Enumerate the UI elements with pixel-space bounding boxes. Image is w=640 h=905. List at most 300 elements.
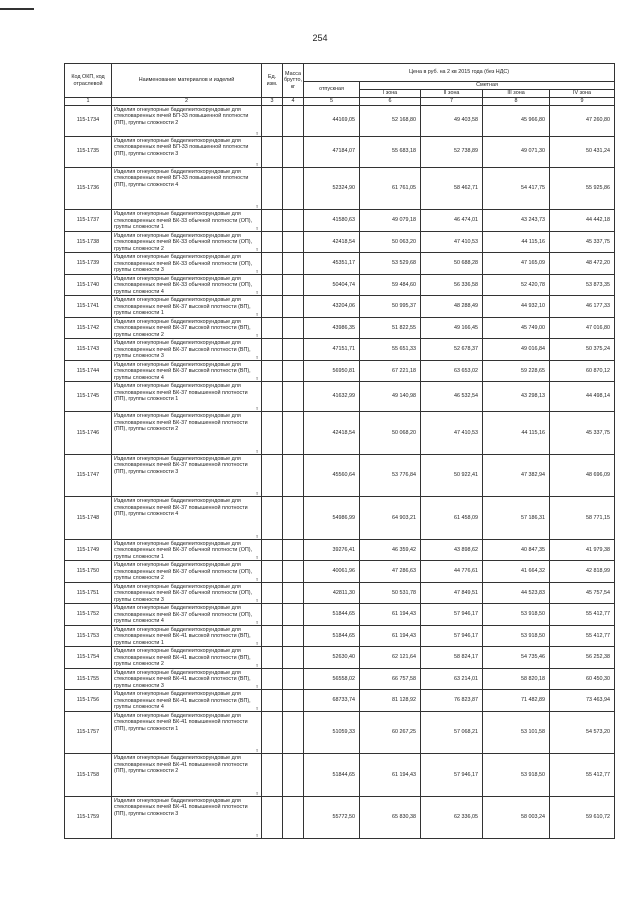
unit-mark: т	[256, 705, 259, 711]
unit-cell	[262, 253, 283, 275]
zone-4-price: 48 472,20	[550, 253, 615, 275]
material-name-text: Изделия огнеупорные бадделеитокорундовые для стекловаренных печей БК-33 обычной плотности (ОП), группы сложности 2	[114, 232, 253, 252]
material-name	[112, 690, 262, 712]
top-edge-mark	[0, 8, 34, 10]
zone-3-price: 49 016,84	[483, 339, 550, 361]
column-number: 7	[421, 98, 483, 106]
column-number: 9	[550, 98, 615, 106]
zone-4-price: 41 979,38	[550, 539, 615, 561]
unit-cell	[262, 690, 283, 712]
unit-mark: т	[256, 641, 259, 646]
header-code: Код ОКП, код отраслевой	[65, 64, 112, 98]
release-price: 55772,50	[304, 796, 360, 839]
mass-cell	[283, 625, 304, 647]
mass-cell	[283, 497, 304, 540]
unit-mark: т	[256, 161, 259, 167]
material-name-text: Изделия огнеупорные бадделеитокорундовые для стекловаренных печей БК-41 повышенной плотности (ПП), группы сложности 1	[114, 712, 248, 732]
material-name-text: Изделия огнеупорные бадделеитокорундовые для стекловаренных печей БК-41 повышенной плотности (ПП), группы сложности 2	[114, 755, 248, 774]
unit-mark: т	[256, 225, 259, 231]
zone-2-price: 48 288,49	[421, 296, 483, 318]
okp-code: 115-1741	[65, 296, 112, 318]
zone-3-price: 71 482,89	[483, 690, 550, 712]
release-price: 51844,65	[304, 625, 360, 647]
zone-2-price: 76 823,87	[421, 690, 483, 712]
material-name-text: Изделия огнеупорные бадделеитокорундовые для стекловаренных печей БП-33 повышенной плотности (ПП), группы сложности 4	[114, 168, 249, 188]
table-row	[65, 274, 615, 296]
okp-code: 115-1754	[65, 647, 112, 669]
table-row	[65, 105, 615, 136]
zone-2-price: 46 474,01	[421, 210, 483, 232]
unit-cell	[262, 231, 283, 253]
okp-code: 115-1759	[65, 796, 112, 839]
material-name-text: Изделия огнеупорные бадделеитокорундовые для стекловаренных печей БК-37 обычной плотности (ОП), группы сложности 3	[114, 583, 253, 603]
zone-1-price: 67 221,18	[360, 360, 421, 382]
zone-1-price: 81 128,92	[360, 690, 421, 712]
zone-1-price: 66 757,58	[360, 668, 421, 690]
zone-3-price: 57 186,31	[483, 497, 550, 540]
material-name	[112, 454, 262, 497]
unit-cell	[262, 274, 283, 296]
zone-2-price: 58 462,71	[421, 167, 483, 210]
unit-mark: т	[256, 833, 259, 838]
material-name	[112, 625, 262, 647]
unit-mark: т	[256, 662, 259, 668]
zone-3-price: 43 298,13	[483, 382, 550, 412]
zone-4-price: 50 431,24	[550, 136, 615, 167]
release-price: 45351,17	[304, 253, 360, 275]
header-zone-3: III зона	[483, 90, 550, 98]
okp-code: 115-1752	[65, 604, 112, 626]
zone-2-price: 57 068,21	[421, 711, 483, 754]
zone-1-price: 53 776,84	[360, 454, 421, 497]
zone-1-price: 52 168,80	[360, 105, 421, 136]
table-row	[65, 317, 615, 339]
material-name-text: Изделия огнеупорные бадделеитокорундовые для стекловаренных печей БК-37 повышенной плотности (ПП), группы сложности 2	[114, 413, 248, 432]
unit-mark: т	[256, 533, 259, 539]
release-price: 42418,54	[304, 412, 360, 455]
zone-3-price: 45 966,80	[483, 105, 550, 136]
release-price: 56558,02	[304, 668, 360, 690]
mass-cell	[283, 711, 304, 754]
material-name	[112, 412, 262, 455]
release-price: 54986,99	[304, 497, 360, 540]
zone-2-price: 43 898,62	[421, 539, 483, 561]
zone-4-price: 45 337,75	[550, 231, 615, 253]
material-name-text: Изделия огнеупорные бадделеитокорундовые для стекловаренных печей БК-33 обычной плотности (ОП), группы сложности 4	[114, 275, 253, 295]
unit-mark: т	[256, 130, 259, 136]
okp-code: 115-1757	[65, 711, 112, 754]
zone-3-price: 44 115,16	[483, 412, 550, 455]
table-row	[65, 604, 615, 626]
zone-2-price: 62 336,05	[421, 796, 483, 839]
material-name-text: Изделия огнеупорные бадделеитокорундовые для стекловаренных печей БК-37 повышенной плотности (ПП), группы сложности 1	[114, 383, 248, 402]
table-row	[65, 647, 615, 669]
unit-mark: т	[256, 406, 259, 411]
unit-cell	[262, 604, 283, 626]
header-unit: Ед. изм.	[262, 64, 283, 98]
zone-1-price: 46 359,42	[360, 539, 421, 561]
unit-cell	[262, 539, 283, 561]
material-name-text: Изделия огнеупорные бадделеитокорундовые для стекловаренных печей БП-33 повышенной плотности (ПП), группы сложности 2	[114, 106, 249, 126]
zone-2-price: 47 849,51	[421, 582, 483, 604]
unit-cell	[262, 296, 283, 318]
zone-2-price: 50 922,41	[421, 454, 483, 497]
unit-mark: т	[256, 555, 259, 560]
unit-mark: т	[256, 290, 259, 295]
table-row	[65, 454, 615, 497]
material-name-text: Изделия огнеупорные бадделеитокорундовые для стекловаренных печей БК-33 обычной плотности (ОП), группы сложности 3	[114, 254, 253, 273]
okp-code: 115-1756	[65, 690, 112, 712]
table-row	[65, 561, 615, 583]
zone-2-price: 47 410,53	[421, 231, 483, 253]
mass-cell	[283, 274, 304, 296]
unit-cell	[262, 561, 283, 583]
price-table	[64, 63, 615, 839]
zone-4-price: 47 016,80	[550, 317, 615, 339]
material-name	[112, 711, 262, 754]
zone-1-price: 64 903,21	[360, 497, 421, 540]
zone-1-price: 50 531,78	[360, 582, 421, 604]
page-number: 254	[312, 33, 328, 43]
mass-cell	[283, 317, 304, 339]
table-row	[65, 382, 615, 412]
zone-4-price: 58 771,15	[550, 497, 615, 540]
zone-3-price: 41 664,32	[483, 561, 550, 583]
zone-1-price: 50 068,20	[360, 412, 421, 455]
zone-1-price: 53 529,68	[360, 253, 421, 275]
mass-cell	[283, 561, 304, 583]
zone-4-price: 60 870,12	[550, 360, 615, 382]
material-name	[112, 136, 262, 167]
zone-2-price: 57 946,17	[421, 754, 483, 797]
zone-1-price: 61 194,43	[360, 625, 421, 647]
okp-code: 115-1740	[65, 274, 112, 296]
zone-1-price: 61 761,05	[360, 167, 421, 210]
zone-4-price: 53 873,35	[550, 274, 615, 296]
unit-cell	[262, 796, 283, 839]
zone-2-price: 63 214,01	[421, 668, 483, 690]
release-price: 51059,33	[304, 711, 360, 754]
column-number: 4	[283, 98, 304, 106]
unit-mark: т	[256, 448, 259, 454]
table-row	[65, 360, 615, 382]
table-row	[65, 253, 615, 275]
unit-mark: т	[256, 598, 259, 603]
zone-4-price: 46 177,33	[550, 296, 615, 318]
zone-1-price: 61 194,43	[360, 754, 421, 797]
zone-4-price: 48 696,09	[550, 454, 615, 497]
material-name-text: Изделия огнеупорные бадделеитокорундовые для стекловаренных печей БК-37 высокой плотности (ВП), группы сложности 1	[114, 297, 251, 316]
unit-cell	[262, 647, 283, 669]
okp-code: 115-1735	[65, 136, 112, 167]
header-name: Наименование материалов и изделий	[112, 64, 262, 98]
material-name	[112, 604, 262, 626]
zone-3-price: 58 003,24	[483, 796, 550, 839]
material-name	[112, 796, 262, 839]
zone-4-price: 42 818,99	[550, 561, 615, 583]
mass-cell	[283, 754, 304, 797]
zone-2-price: 57 946,17	[421, 604, 483, 626]
material-name	[112, 210, 262, 232]
release-price: 47184,07	[304, 136, 360, 167]
release-price: 56950,81	[304, 360, 360, 382]
unit-mark: т	[256, 748, 259, 753]
material-name	[112, 582, 262, 604]
release-price: 52630,40	[304, 647, 360, 669]
header-release: отпускная	[304, 82, 360, 98]
zone-4-price: 50 375,24	[550, 339, 615, 361]
unit-cell	[262, 711, 283, 754]
zone-2-price: 49 403,58	[421, 105, 483, 136]
zone-2-price: 46 532,54	[421, 382, 483, 412]
table-row	[65, 136, 615, 167]
material-name	[112, 317, 262, 339]
zone-4-price: 55 412,77	[550, 604, 615, 626]
table-row	[65, 754, 615, 797]
release-price: 52324,90	[304, 167, 360, 210]
unit-mark: т	[256, 354, 259, 360]
material-name	[112, 274, 262, 296]
table-row	[65, 210, 615, 232]
release-price: 39276,41	[304, 539, 360, 561]
okp-code: 115-1744	[65, 360, 112, 382]
zone-2-price: 44 776,61	[421, 561, 483, 583]
table-row	[65, 412, 615, 455]
unit-mark: т	[256, 247, 259, 252]
header-price-group: Цена в руб. на 2 кв 2015 года (без НДС)	[304, 64, 615, 82]
zone-1-price: 59 484,60	[360, 274, 421, 296]
zone-4-price: 59 610,72	[550, 796, 615, 839]
unit-cell	[262, 668, 283, 690]
table-row	[65, 296, 615, 318]
zone-2-price: 63 653,02	[421, 360, 483, 382]
unit-mark: т	[256, 268, 259, 274]
mass-cell	[283, 796, 304, 839]
mass-cell	[283, 360, 304, 382]
zone-2-price: 56 336,58	[421, 274, 483, 296]
zone-4-price: 55 412,77	[550, 754, 615, 797]
material-name	[112, 754, 262, 797]
material-name	[112, 647, 262, 669]
table-row	[65, 668, 615, 690]
zone-4-price: 54 573,20	[550, 711, 615, 754]
unit-mark: т	[256, 576, 259, 582]
material-name	[112, 539, 262, 561]
zone-3-price: 47 165,09	[483, 253, 550, 275]
zone-2-price: 49 166,45	[421, 317, 483, 339]
zone-3-price: 47 382,94	[483, 454, 550, 497]
unit-mark: т	[256, 491, 259, 496]
unit-cell	[262, 412, 283, 455]
unit-cell	[262, 582, 283, 604]
mass-cell	[283, 690, 304, 712]
unit-mark: т	[256, 684, 259, 689]
table-row	[65, 497, 615, 540]
unit-mark: т	[256, 333, 259, 338]
zone-4-price: 44 498,14	[550, 382, 615, 412]
release-price: 50404,74	[304, 274, 360, 296]
unit-mark: т	[256, 376, 259, 381]
unit-cell	[262, 105, 283, 136]
material-name-text: Изделия огнеупорные бадделеитокорундовые для стекловаренных печей БК-37 обычной плотности (ОП), группы сложности 1	[114, 540, 253, 560]
material-name	[112, 167, 262, 210]
table-row	[65, 339, 615, 361]
material-name-text: Изделия огнеупорные бадделеитокорундовые для стекловаренных печей БК-33 обычной плотности (ОП), группы сложности 1	[114, 211, 253, 230]
table-row	[65, 167, 615, 210]
material-name	[112, 497, 262, 540]
zone-3-price: 43 243,73	[483, 210, 550, 232]
zone-4-price: 56 252,38	[550, 647, 615, 669]
unit-mark: т	[256, 619, 259, 625]
header-zone-2: II зона	[421, 90, 483, 98]
zone-3-price: 58 820,18	[483, 668, 550, 690]
mass-cell	[283, 339, 304, 361]
zone-4-price: 55 925,86	[550, 167, 615, 210]
mass-cell	[283, 231, 304, 253]
okp-code: 115-1748	[65, 497, 112, 540]
column-number: 3	[262, 98, 283, 106]
material-name-text: Изделия огнеупорные бадделеитокорундовые для стекловаренных печей БП-33 повышенной плотности (ПП), группы сложности 3	[114, 137, 249, 157]
material-name	[112, 561, 262, 583]
zone-1-price: 55 651,33	[360, 339, 421, 361]
zone-3-price: 44 932,10	[483, 296, 550, 318]
mass-cell	[283, 582, 304, 604]
material-name	[112, 339, 262, 361]
release-price: 68733,74	[304, 690, 360, 712]
okp-code: 115-1736	[65, 167, 112, 210]
material-name	[112, 296, 262, 318]
table-row	[65, 582, 615, 604]
unit-cell	[262, 625, 283, 647]
mass-cell	[283, 167, 304, 210]
unit-mark: т	[256, 311, 259, 317]
release-price: 42418,54	[304, 231, 360, 253]
zone-4-price: 60 450,30	[550, 668, 615, 690]
zone-4-price: 44 442,18	[550, 210, 615, 232]
unit-cell	[262, 136, 283, 167]
unit-cell	[262, 754, 283, 797]
zone-3-price: 59 228,65	[483, 360, 550, 382]
zone-3-price: 44 115,16	[483, 231, 550, 253]
zone-1-price: 50 063,20	[360, 231, 421, 253]
mass-cell	[283, 210, 304, 232]
material-name-text: Изделия огнеупорные бадделеитокорундовые для стекловаренных печей БК-41 высокой плотности (ВП), группы сложности 3	[114, 669, 251, 689]
zone-3-price: 54 417,75	[483, 167, 550, 210]
column-number: 1	[65, 98, 112, 106]
mass-cell	[283, 105, 304, 136]
zone-1-price: 60 267,25	[360, 711, 421, 754]
unit-mark: т	[256, 790, 259, 796]
header-mass: Масса брутто, кг	[283, 64, 304, 98]
material-name	[112, 105, 262, 136]
okp-code: 115-1747	[65, 454, 112, 497]
table-row	[65, 711, 615, 754]
zone-2-price: 52 678,37	[421, 339, 483, 361]
zone-2-price: 61 458,09	[421, 497, 483, 540]
mass-cell	[283, 296, 304, 318]
okp-code: 115-1734	[65, 105, 112, 136]
zone-3-price: 45 749,00	[483, 317, 550, 339]
release-price: 44169,05	[304, 105, 360, 136]
unit-cell	[262, 210, 283, 232]
release-price: 51844,65	[304, 754, 360, 797]
zone-3-price: 40 847,35	[483, 539, 550, 561]
material-name-text: Изделия огнеупорные бадделеитокорундовые для стекловаренных печей БК-41 высокой плотности (ВП), группы сложности 2	[114, 648, 251, 667]
zone-3-price: 49 071,30	[483, 136, 550, 167]
okp-code: 115-1743	[65, 339, 112, 361]
zone-4-price: 45 757,54	[550, 582, 615, 604]
okp-code: 115-1749	[65, 539, 112, 561]
table-header	[65, 64, 615, 106]
material-name	[112, 231, 262, 253]
release-price: 45560,64	[304, 454, 360, 497]
release-price: 47151,71	[304, 339, 360, 361]
unit-cell	[262, 497, 283, 540]
unit-cell	[262, 339, 283, 361]
unit-cell	[262, 360, 283, 382]
zone-2-price: 57 946,17	[421, 625, 483, 647]
zone-2-price: 52 738,89	[421, 136, 483, 167]
zone-1-price: 50 995,37	[360, 296, 421, 318]
okp-code: 115-1751	[65, 582, 112, 604]
column-number: 6	[360, 98, 421, 106]
zone-1-price: 51 822,55	[360, 317, 421, 339]
material-name-text: Изделия огнеупорные бадделеитокорундовые для стекловаренных печей БК-37 обычной плотности (ОП), группы сложности 4	[114, 605, 253, 624]
table-row	[65, 231, 615, 253]
unit-cell	[262, 382, 283, 412]
header-zone-1: I зона	[360, 90, 421, 98]
zone-2-price: 50 688,28	[421, 253, 483, 275]
table-row	[65, 539, 615, 561]
okp-code: 115-1755	[65, 668, 112, 690]
zone-3-price: 53 918,50	[483, 625, 550, 647]
mass-cell	[283, 253, 304, 275]
zone-4-price: 45 337,75	[550, 412, 615, 455]
okp-code: 115-1742	[65, 317, 112, 339]
zone-1-price: 49 140,98	[360, 382, 421, 412]
release-price: 43204,06	[304, 296, 360, 318]
okp-code: 115-1746	[65, 412, 112, 455]
zone-2-price: 58 824,17	[421, 647, 483, 669]
zone-1-price: 55 683,18	[360, 136, 421, 167]
okp-code: 115-1750	[65, 561, 112, 583]
column-number: 5	[304, 98, 360, 106]
zone-1-price: 47 286,63	[360, 561, 421, 583]
unit-cell	[262, 317, 283, 339]
material-name	[112, 668, 262, 690]
material-name-text: Изделия огнеупорные бадделеитокорундовые для стекловаренных печей БК-41 высокой плотности (ВП), группы сложности 1	[114, 626, 251, 646]
column-number: 8	[483, 98, 550, 106]
okp-code: 115-1738	[65, 231, 112, 253]
mass-cell	[283, 668, 304, 690]
material-name	[112, 382, 262, 412]
table-body	[65, 105, 615, 839]
okp-code: 115-1739	[65, 253, 112, 275]
mass-cell	[283, 604, 304, 626]
material-name-text: Изделия огнеупорные бадделеитокорундовые для стекловаренных печей БК-41 повышенной плотности (ПП), группы сложности 3	[114, 797, 248, 817]
material-name-text: Изделия огнеупорные бадделеитокорундовые для стекловаренных печей БК-37 повышенной плотности (ПП), группы сложности 4	[114, 498, 248, 517]
zone-3-price: 53 918,50	[483, 604, 550, 626]
unit-mark: т	[256, 204, 259, 209]
zone-1-price: 49 079,18	[360, 210, 421, 232]
zone-4-price: 55 412,77	[550, 625, 615, 647]
release-price: 41632,99	[304, 382, 360, 412]
mass-cell	[283, 647, 304, 669]
mass-cell	[283, 382, 304, 412]
zone-3-price: 44 523,83	[483, 582, 550, 604]
zone-3-price: 52 420,78	[483, 274, 550, 296]
zone-1-price: 65 830,38	[360, 796, 421, 839]
